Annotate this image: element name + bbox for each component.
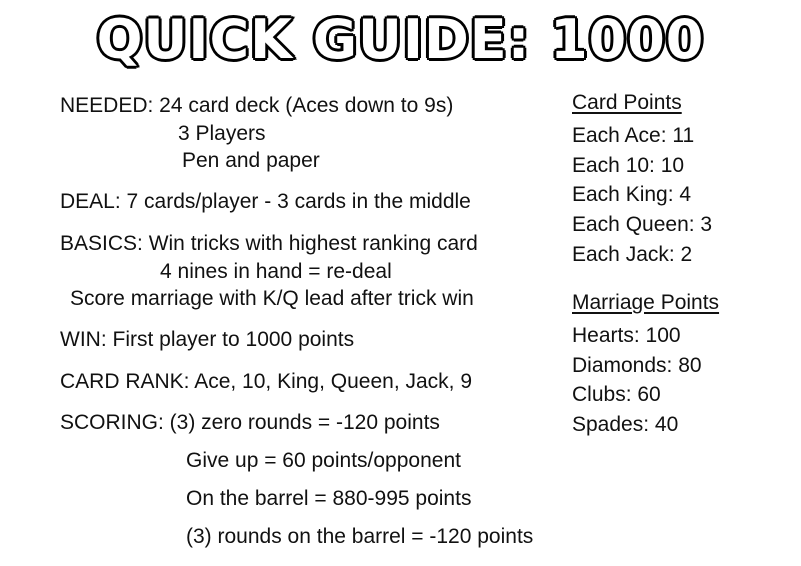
marriage-points-item: Hearts: 100 — [572, 323, 681, 347]
needed-line-3: Pen and paper — [182, 149, 320, 173]
deal-block — [60, 188, 560, 216]
basics-line-2: 4 nines in hand = re-deal — [160, 259, 392, 283]
card-rank-block — [60, 368, 560, 396]
right-column — [572, 88, 797, 440]
card-points-item: Each Jack: 2 — [572, 243, 693, 267]
marriage-points-item: Spades: 40 — [572, 413, 679, 437]
page-title — [0, 8, 801, 71]
marriage-points-item: Diamonds: 80 — [572, 353, 702, 377]
page-title-text: QUICK GUIDE: 1000 — [96, 8, 705, 71]
scoring-line-2: Give up = 60 points/opponent — [186, 449, 461, 473]
basics-line-3: Score marriage with K/Q lead after trick win — [70, 287, 474, 311]
card-points-heading: Card Points — [572, 91, 682, 114]
card-points-item: Each 10: 10 — [572, 153, 685, 177]
marriage-points-item: Clubs: 60 — [572, 383, 661, 407]
needed-block — [60, 92, 560, 175]
win-block — [60, 326, 560, 354]
needed-line-1: NEEDED: 24 card deck (Aces down to 9s) — [60, 94, 454, 117]
scoring-line-1: SCORING: (3) zero rounds = -120 points — [60, 411, 440, 435]
deal-line-1: DEAL: 7 cards/player - 3 cards in the middle — [60, 190, 471, 214]
scoring-block — [60, 409, 560, 550]
basics-block — [60, 230, 560, 313]
scoring-line-4: (3) rounds on the barrel = -120 points — [186, 524, 534, 548]
card-points-item: Each Queen: 3 — [572, 213, 713, 237]
basics-line-1: BASICS: Win tricks with highest ranking card — [60, 231, 478, 255]
needed-line-2: 3 Players — [178, 121, 266, 145]
win-line-1: WIN: First player to 1000 points — [60, 328, 355, 352]
marriage-points-heading: Marriage Points — [572, 290, 720, 314]
left-column — [60, 92, 560, 566]
scoring-line-3: On the barrel = 880-995 points — [186, 486, 472, 510]
card-points-item: Each King: 4 — [572, 183, 692, 207]
card-rank-line-1: CARD RANK: Ace, 10, King, Queen, Jack, 9 — [60, 369, 473, 393]
card-points-item: Each Ace: 11 — [572, 123, 695, 147]
